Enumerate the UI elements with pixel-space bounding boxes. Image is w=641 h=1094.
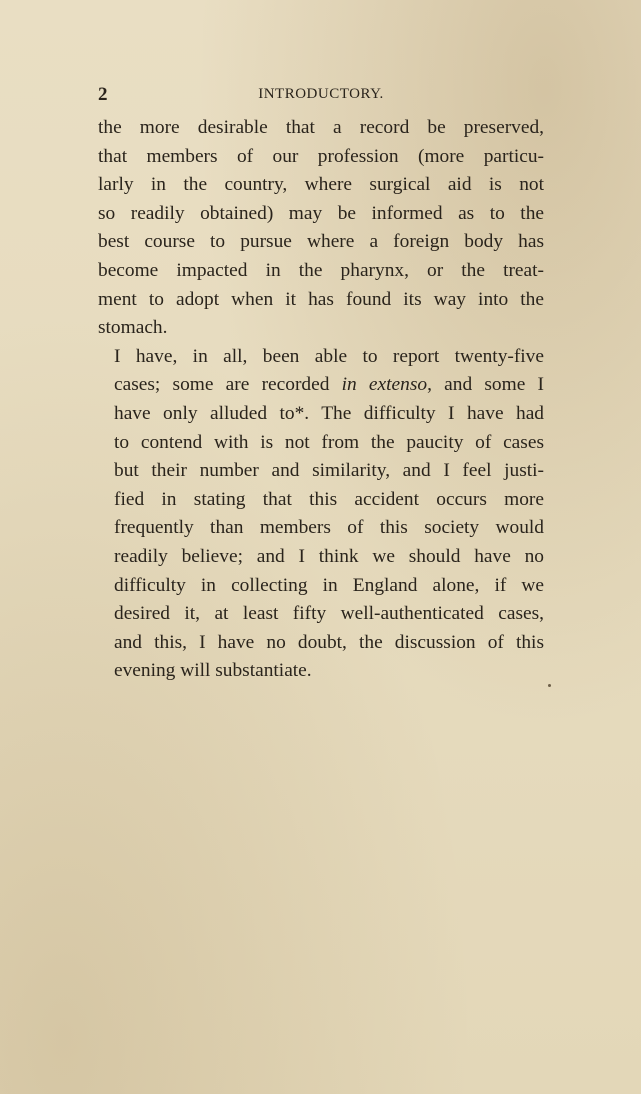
text-line: readily believe; and I think we should have no xyxy=(114,545,544,567)
paragraph-1 xyxy=(98,114,544,343)
text-line: larly in the country, where surgical aid is not xyxy=(98,174,544,196)
text-line: cases; some are recorded in extenso, and some I xyxy=(114,374,544,396)
text-line: desired it, at least fifty well-authenticated cases, xyxy=(114,603,544,625)
text-line: difficulty in collecting in England alone, if we xyxy=(114,574,544,596)
text-line: that members of our profession (more particu- xyxy=(98,145,544,167)
text-line: ment to adopt when it has found its way into the xyxy=(98,288,544,310)
text-line: fied in stating that this accident occurs more xyxy=(114,488,544,510)
page-header xyxy=(98,84,544,108)
text-line: best course to pursue where a foreign body has xyxy=(98,231,544,253)
text-line: and this, I have no doubt, the discussion of this xyxy=(114,631,544,653)
page-number: 2 xyxy=(98,84,108,105)
body-text xyxy=(98,114,544,686)
text-line: to contend with is not from the paucity of cases xyxy=(114,431,544,453)
paragraph-2 xyxy=(98,343,544,686)
ink-speck xyxy=(548,684,551,687)
text-line: frequently than members of this society would xyxy=(114,517,544,539)
text-line: the more desirable that a record be preserved, xyxy=(98,117,544,138)
text-line: I have, in all, been able to report twenty-five xyxy=(114,345,544,367)
text-line: have only alluded to*. The difficulty I have had xyxy=(114,402,544,424)
text-line: become impacted in the pharynx, or the treat- xyxy=(98,259,544,281)
text-line: evening will substantiate. xyxy=(114,660,312,682)
text-line: but their number and similarity, and I feel justi- xyxy=(114,460,544,482)
text-line: so readily obtained) may be informed as to the xyxy=(98,202,544,224)
text-line: stomach. xyxy=(98,317,168,339)
running-head: INTRODUCTORY. xyxy=(258,86,384,102)
